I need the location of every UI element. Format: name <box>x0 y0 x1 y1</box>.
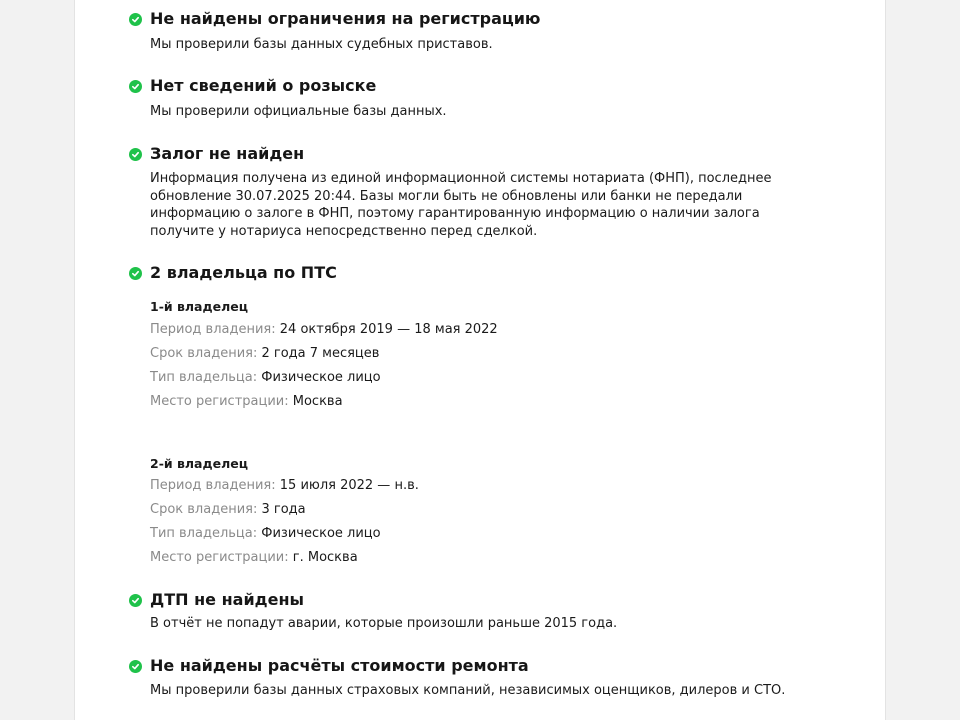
check-circle-icon <box>129 594 142 607</box>
owner-heading: 1-й владелец <box>150 299 248 314</box>
owner-term-row <box>150 502 306 518</box>
section-description: Мы проверили базы данных судебных приставов. <box>150 37 493 52</box>
owner-period-value: 15 июля 2022 — н.в. <box>279 478 419 493</box>
owner-type-label: Тип владельца: <box>150 370 258 385</box>
section-description: Мы проверили базы данных страховых компаний, независимых оценщиков, дилеров и СТО. <box>150 683 786 698</box>
section-title: Не найдены ограничения на регистрацию <box>150 9 541 28</box>
check-circle-icon <box>129 660 142 673</box>
section-description: Информация получена из единой информационной системы нотариата (ФНП), последнее обновление 30.07.2025 20:44. Базы могли быть не обновлены или банки не передали информацию о залоге в ФНП, поэтому гарантированную информацию о наличии залога получите у нотариуса непосредственно перед сделкой. <box>150 171 772 239</box>
owner-place-value: г. Москва <box>292 550 358 565</box>
owner-term-value: 2 года 7 месяцев <box>261 346 380 361</box>
section-title: Не найдены расчёты стоимости ремонта <box>150 656 529 675</box>
section-title: Нет сведений о розыске <box>150 76 377 95</box>
owner-type-row <box>150 370 381 386</box>
owner-term-label: Срок владения: <box>150 502 258 517</box>
section-description: Мы проверили официальные базы данных. <box>150 104 447 119</box>
check-circle-icon <box>129 148 142 161</box>
owner-period-label: Период владения: <box>150 478 276 493</box>
owner-place-row <box>150 394 343 410</box>
owner-term-value: 3 года <box>261 502 306 517</box>
owner-term-row <box>150 346 379 362</box>
owner-type-label: Тип владельца: <box>150 526 258 541</box>
section-title: 2 владельца по ПТС <box>150 263 337 282</box>
owner-heading: 2-й владелец <box>150 456 248 471</box>
owner-place-value: Москва <box>292 394 343 409</box>
check-circle-icon <box>129 13 142 26</box>
owner-type-value: Физическое лицо <box>261 370 381 385</box>
check-circle-icon <box>129 267 142 280</box>
check-circle-icon <box>129 80 142 93</box>
owner-period-row <box>150 478 419 494</box>
owner-period-value: 24 октября 2019 — 18 мая 2022 <box>279 322 498 337</box>
owner-place-row <box>150 550 358 566</box>
section-title: ДТП не найдены <box>150 590 304 609</box>
report-card <box>74 0 886 720</box>
owner-type-row <box>150 526 381 542</box>
owner-period-row <box>150 322 498 338</box>
section-description: В отчёт не попадут аварии, которые произошли раньше 2015 года. <box>150 616 618 631</box>
section-title: Залог не найден <box>150 144 305 163</box>
owner-term-label: Срок владения: <box>150 346 258 361</box>
owner-place-label: Место регистрации: <box>150 550 289 565</box>
owner-type-value: Физическое лицо <box>261 526 381 541</box>
owner-period-label: Период владения: <box>150 322 276 337</box>
owner-place-label: Место регистрации: <box>150 394 289 409</box>
